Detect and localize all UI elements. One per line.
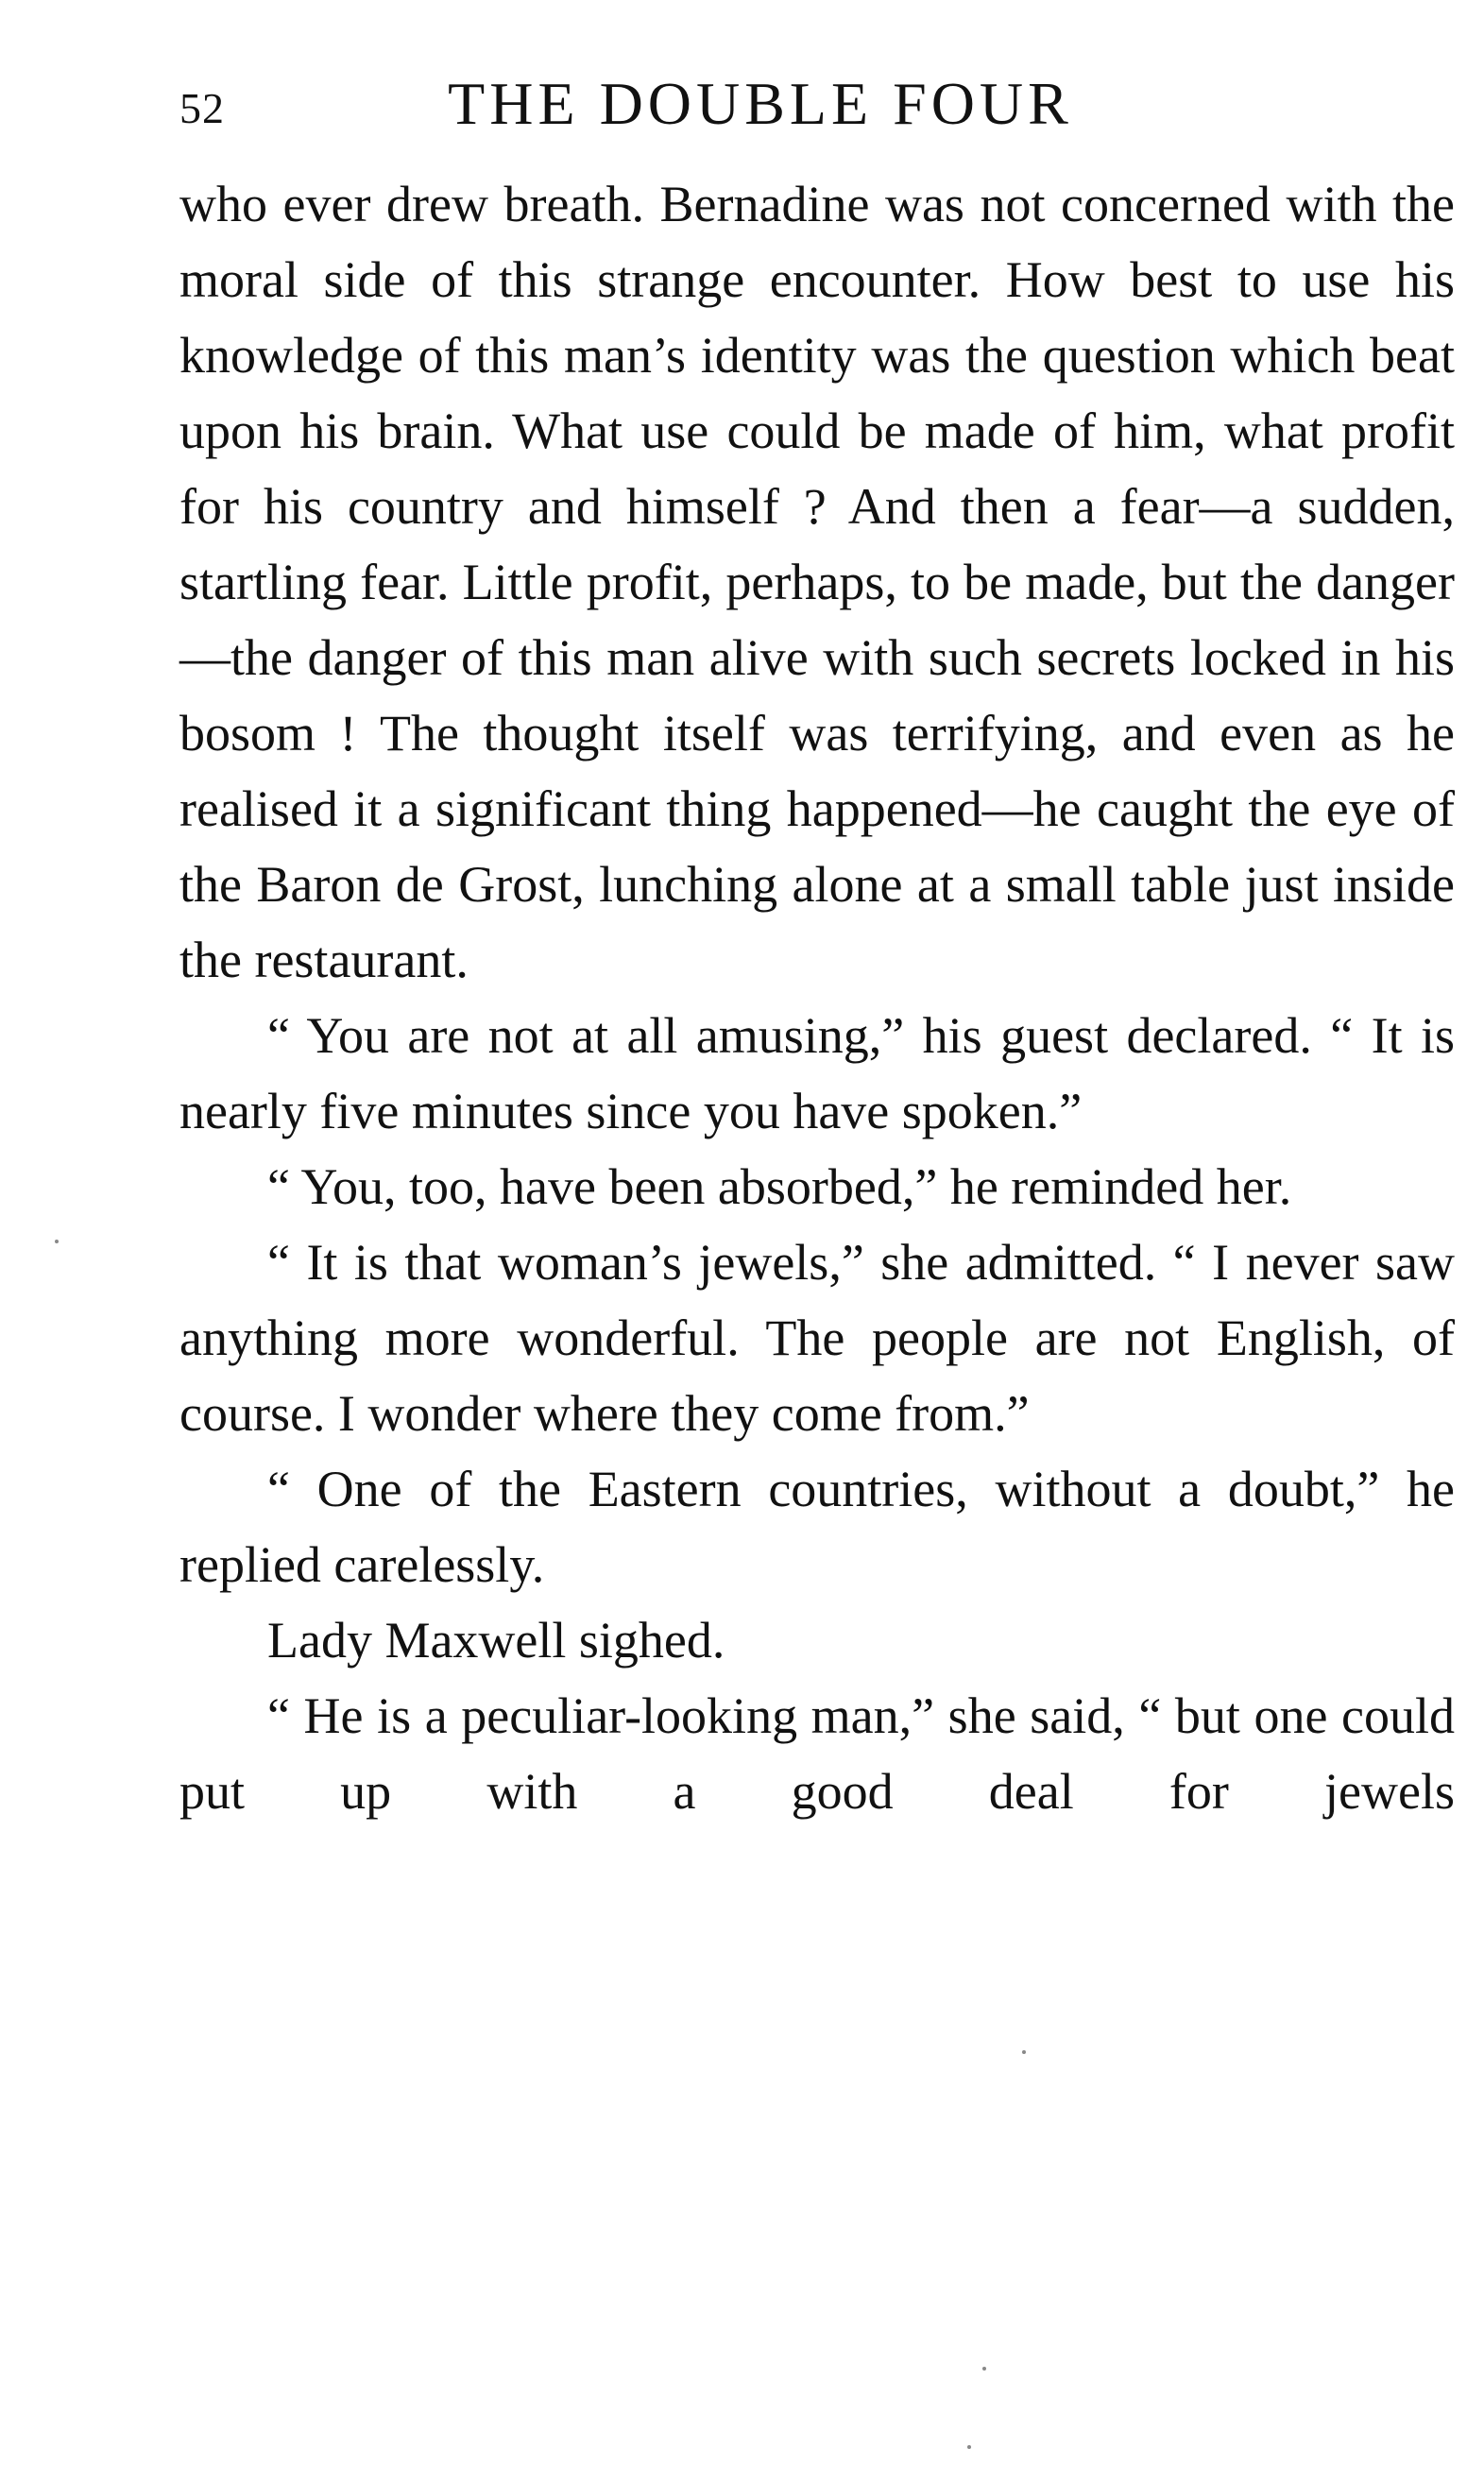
scan-speck <box>982 2367 986 2371</box>
paragraph: Lady Maxwell sighed. <box>267 1612 725 1669</box>
scan-speck <box>55 1240 59 1243</box>
body-text <box>179 166 1455 1829</box>
book-title: THE DOUBLE FOUR <box>448 70 1073 137</box>
paragraph: “ You, too, have been absorbed,” he reminded her. <box>267 1158 1292 1215</box>
paragraph: “ One of the Eastern countries, without a doubt,” he replied carelessly. <box>179 1461 1455 1593</box>
paragraph: “ You are not at all amusing,” his guest declared. “ It is nearly five minutes since you have spoken.” <box>179 1007 1455 1139</box>
scan-speck <box>1022 2050 1026 2054</box>
page-number: 52 <box>179 84 225 132</box>
paragraph: “ It is that woman’s jewels,” she admitted. “ I never saw anything more wonderful. The people are not English, of course. I wonder where they come from.” <box>179 1234 1455 1442</box>
paragraph: “ He is a peculiar-looking man,” she said, “ but one could put up with a good deal for jewels <box>179 1687 1455 1820</box>
scan-speck <box>967 2445 971 2449</box>
running-head <box>179 70 1455 140</box>
paragraph: who ever drew breath. Bernadine was not concerned with the moral side of this strange encounter. How best to use his knowledge of this man’s identity was the question which beat upon his brain. What use could be made of him, what profit for his country and himself ? And then a fear—a sudden, startling fear. Little profit, perhaps, to be made, but the danger—the danger of this man alive with such secrets locked in his bosom ! The thought itself was terrifying, and even as he realised it a significant thing happened—he caught the eye of the Baron de Grost, lunching alone at a small table just inside the restaurant. <box>179 176 1455 988</box>
